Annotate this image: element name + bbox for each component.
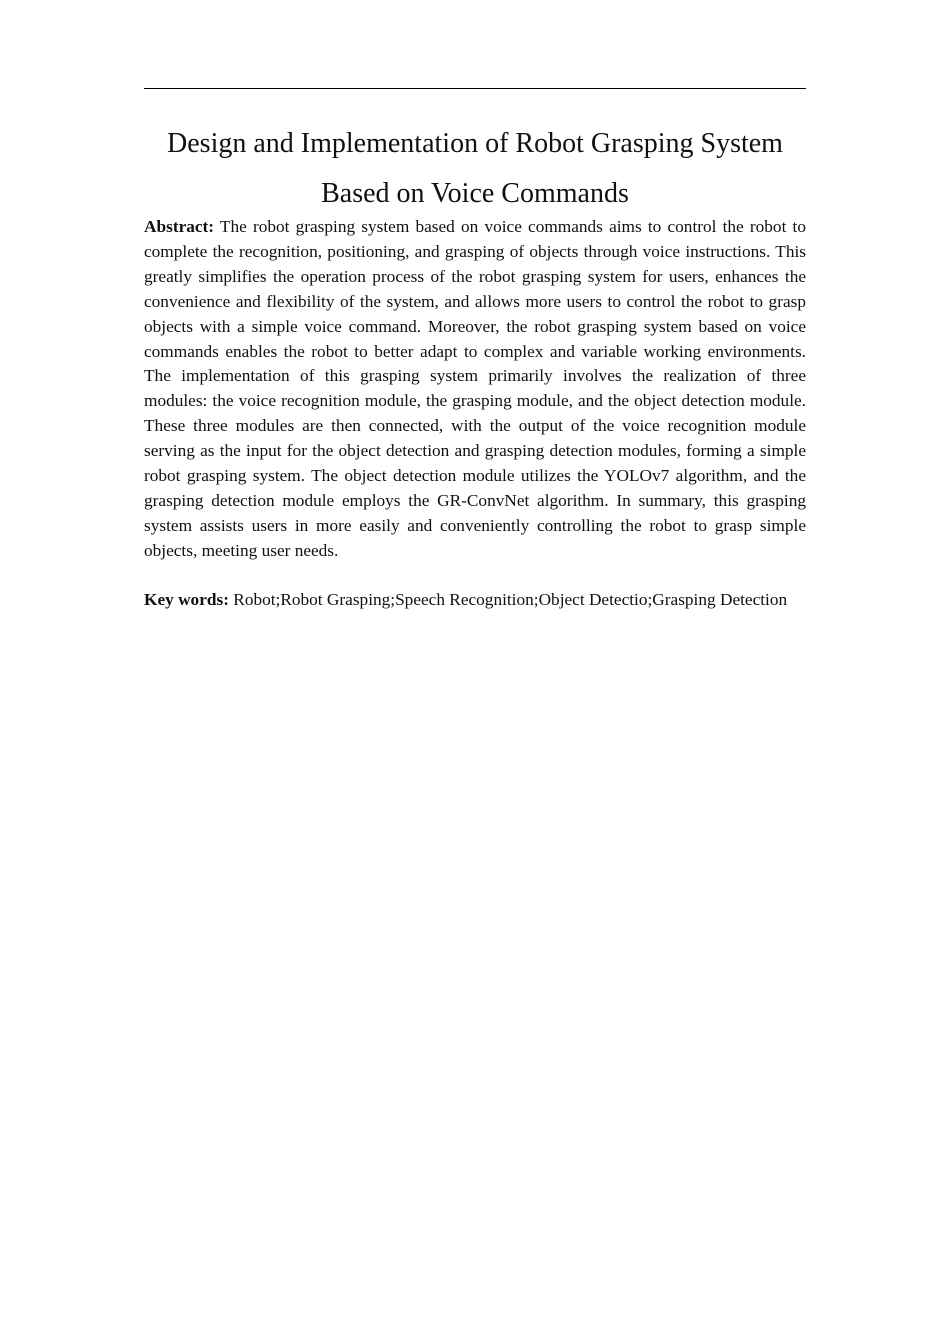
title-line-1: Design and Implementation of Robot Grasping System bbox=[167, 128, 783, 159]
keywords-paragraph bbox=[144, 588, 806, 613]
paper-title bbox=[134, 119, 816, 219]
keywords-text: Robot;Robot Grasping;Speech Recognition;Object Detectio;Grasping Detection bbox=[233, 590, 788, 609]
title-line-2: Based on Voice Commands bbox=[321, 178, 629, 209]
abstract-label: Abstract: bbox=[144, 217, 215, 236]
header-rule bbox=[144, 88, 806, 89]
abstract-text: The robot grasping system based on voice commands aims to control the robot to complete the recognition, positioning, and grasping of objects through voice instructions. This greatly simplifies the operation process of the robot grasping system for users, enhances the convenience and flexibility of the system, and allows more users to control the robot to grasp objects with a simple voice command. Moreover, the robot grasping system based on voice commands enables the robot to better adapt to complex and variable working environments. The implementation of this grasping system primarily involves the realization of three modules: the voice recognition module, the grasping module, and the object detection module. These three modules are then connected, with the output of the voice recognition module serving as the input for the object detection and grasping detection modules, forming a simple robot grasping system. The object detection module utilizes the YOLOv7 algorithm, and the grasping detection module employs the GR-ConvNet algorithm. In summary, this grasping system assists users in more easily and conveniently controlling the robot to grasp simple objects, meeting user needs. bbox=[144, 217, 806, 560]
keywords-label: Key words: bbox=[144, 590, 229, 609]
abstract-paragraph bbox=[144, 215, 806, 564]
